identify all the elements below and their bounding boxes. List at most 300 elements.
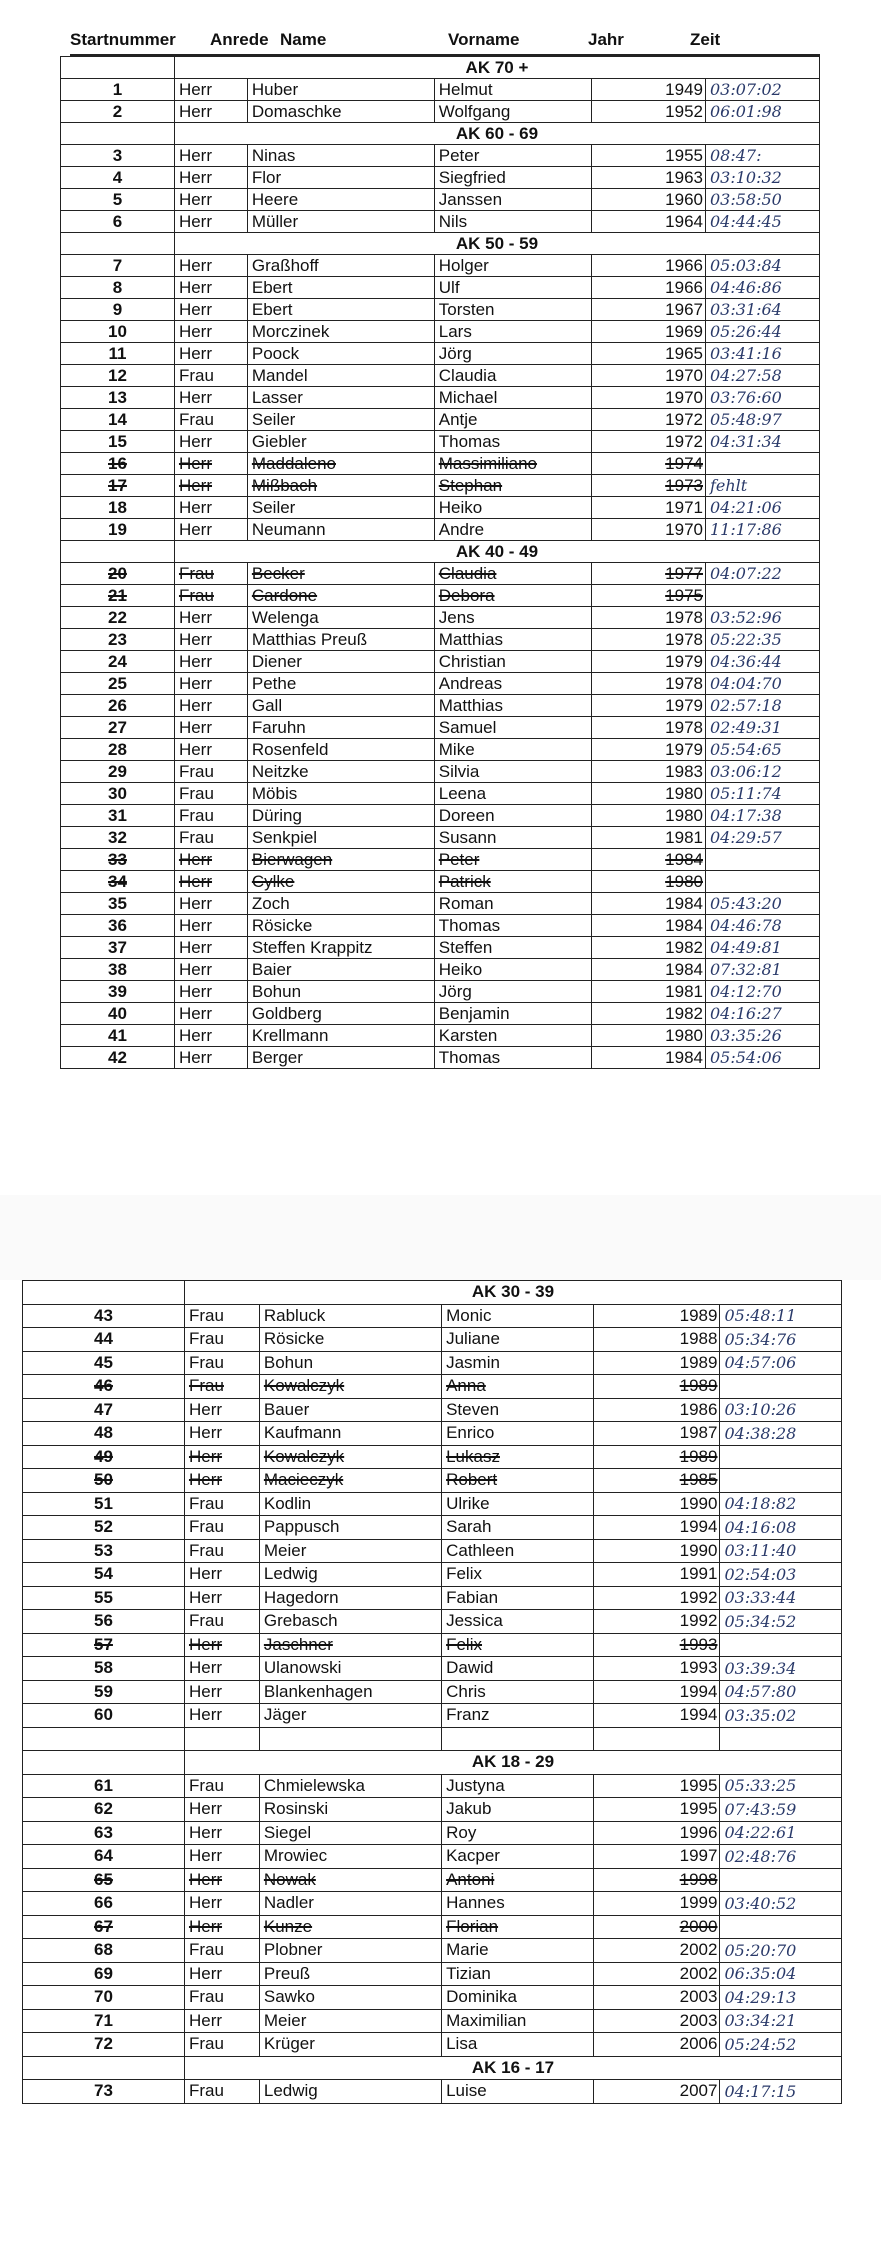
vorname-cell: Franz — [442, 1704, 594, 1728]
zeit-cell: 03:76:60 — [705, 387, 819, 409]
table-row — [61, 871, 820, 893]
startnummer-cell: 43 — [23, 1304, 185, 1328]
zeit-cell: 04:16:08 — [720, 1516, 842, 1540]
anrede-cell: Herr — [184, 1445, 259, 1469]
anrede-cell: Herr — [184, 1469, 259, 1493]
vorname-cell: Heiko — [434, 497, 591, 519]
jahr-cell: 1989 — [593, 1304, 720, 1328]
empty-cell — [593, 1727, 720, 1751]
name-cell: Neumann — [247, 519, 434, 541]
age-group-label: AK 40 - 49 — [174, 541, 819, 563]
table-row — [61, 189, 820, 211]
zeit-cell: 05:34:52 — [720, 1610, 842, 1634]
anrede-cell: Herr — [174, 519, 247, 541]
header-jahr: Jahr — [588, 30, 624, 49]
name-cell: Kowalczyk — [259, 1375, 441, 1399]
jahr-cell: 1980 — [592, 805, 706, 827]
table-row — [61, 695, 820, 717]
jahr-cell: 1986 — [593, 1398, 720, 1422]
anrede-cell: Frau — [174, 409, 247, 431]
anrede-cell: Herr — [174, 915, 247, 937]
table-row — [61, 937, 820, 959]
startnummer-cell: 32 — [61, 827, 175, 849]
vorname-cell: Stephan — [434, 475, 591, 497]
name-cell: Pethe — [247, 673, 434, 695]
zeit-cell: 03:35:26 — [705, 1025, 819, 1047]
vorname-cell: Mike — [434, 739, 591, 761]
startnummer-cell: 33 — [61, 849, 175, 871]
name-cell: Ninas — [247, 145, 434, 167]
jahr-cell: 1989 — [593, 1351, 720, 1375]
vorname-cell: Marie — [442, 1939, 594, 1963]
jahr-cell: 2002 — [593, 1939, 720, 1963]
zeit-cell: 03:31:64 — [705, 299, 819, 321]
jahr-cell: 2006 — [593, 2033, 720, 2057]
name-cell: Mandel — [247, 365, 434, 387]
table-row — [23, 1304, 842, 1328]
vorname-cell: Jasmin — [442, 1351, 594, 1375]
vorname-cell: Susann — [434, 827, 591, 849]
startnummer-cell: 47 — [23, 1398, 185, 1422]
startnummer-cell: 30 — [61, 783, 175, 805]
startnummer-cell: 56 — [23, 1610, 185, 1634]
name-cell: Meier — [259, 1539, 441, 1563]
table-row — [23, 1892, 842, 1916]
table-row — [61, 299, 820, 321]
header-startnummer: Startnummer — [70, 30, 176, 49]
zeit-cell: 04:46:78 — [705, 915, 819, 937]
vorname-cell: Siegfried — [434, 167, 591, 189]
jahr-cell: 2000 — [593, 1915, 720, 1939]
name-cell: Hagedorn — [259, 1586, 441, 1610]
name-cell: Becker — [247, 563, 434, 585]
anrede-cell: Herr — [184, 1798, 259, 1822]
table-row — [23, 1516, 842, 1540]
startnummer-cell: 52 — [23, 1516, 185, 1540]
anrede-cell: Herr — [174, 937, 247, 959]
table-row — [61, 343, 820, 365]
zeit-cell: 02:57:18 — [705, 695, 819, 717]
table-row — [23, 1610, 842, 1634]
vorname-cell: Massimiliano — [434, 453, 591, 475]
zeit-cell: 02:48:76 — [720, 1845, 842, 1869]
zeit-cell: 07:43:59 — [720, 1798, 842, 1822]
startnummer-cell: 19 — [61, 519, 175, 541]
name-cell: Ebert — [247, 299, 434, 321]
table-row — [23, 1962, 842, 1986]
vorname-cell: Matthias — [434, 695, 591, 717]
anrede-cell: Herr — [184, 1704, 259, 1728]
anrede-cell: Herr — [184, 2009, 259, 2033]
jahr-cell: 2007 — [593, 2080, 720, 2104]
table-row — [23, 1774, 842, 1798]
anrede-cell: Herr — [184, 1892, 259, 1916]
vorname-cell: Tizian — [442, 1962, 594, 1986]
table-row — [61, 739, 820, 761]
startnummer-cell: 62 — [23, 1798, 185, 1822]
table-row — [61, 387, 820, 409]
table-row — [61, 629, 820, 651]
zeit-cell: 05:43:20 — [705, 893, 819, 915]
name-cell: Rosinski — [259, 1798, 441, 1822]
startnummer-cell: 41 — [61, 1025, 175, 1047]
age-group-spacer — [61, 233, 175, 255]
zeit-cell: 03:40:52 — [720, 1892, 842, 1916]
table-row — [61, 431, 820, 453]
zeit-cell: 02:49:31 — [705, 717, 819, 739]
vorname-cell: Roy — [442, 1821, 594, 1845]
jahr-cell: 1984 — [592, 893, 706, 915]
jahr-cell: 1960 — [592, 189, 706, 211]
empty-cell — [720, 1727, 842, 1751]
name-cell: Ledwig — [259, 2080, 441, 2104]
startnummer-cell: 40 — [61, 1003, 175, 1025]
zeit-cell: 04:18:82 — [720, 1492, 842, 1516]
startnummer-cell: 45 — [23, 1351, 185, 1375]
jahr-cell: 1979 — [592, 739, 706, 761]
vorname-cell: Debora — [434, 585, 591, 607]
table-row — [61, 827, 820, 849]
header-vorname: Vorname — [448, 30, 520, 49]
zeit-cell: 02:54:03 — [720, 1563, 842, 1587]
vorname-cell: Doreen — [434, 805, 591, 827]
startnummer-cell: 46 — [23, 1375, 185, 1399]
vorname-cell: Claudia — [434, 563, 591, 585]
jahr-cell: 1994 — [593, 1704, 720, 1728]
startnummer-cell: 57 — [23, 1633, 185, 1657]
startnummer-cell: 53 — [23, 1539, 185, 1563]
zeit-cell: 04:17:38 — [705, 805, 819, 827]
table-row — [23, 1633, 842, 1657]
table-row — [23, 1821, 842, 1845]
jahr-cell: 1994 — [593, 1680, 720, 1704]
startnummer-cell: 48 — [23, 1422, 185, 1446]
startnummer-cell: 38 — [61, 959, 175, 981]
table-row — [61, 915, 820, 937]
name-cell: Bohun — [247, 981, 434, 1003]
vorname-cell: Felix — [442, 1633, 594, 1657]
anrede-cell: Herr — [184, 1422, 259, 1446]
table-row — [23, 1845, 842, 1869]
anrede-cell: Frau — [174, 783, 247, 805]
name-cell: Ulanowski — [259, 1657, 441, 1681]
startnummer-cell: 1 — [61, 79, 175, 101]
jahr-cell: 1973 — [592, 475, 706, 497]
zeit-cell: 04:46:86 — [705, 277, 819, 299]
age-group-row — [61, 233, 820, 255]
jahr-cell: 1979 — [592, 695, 706, 717]
vorname-cell: Christian — [434, 651, 591, 673]
vorname-cell: Roman — [434, 893, 591, 915]
name-cell: Poock — [247, 343, 434, 365]
name-cell: Rösicke — [247, 915, 434, 937]
results-sheet-2 — [22, 1280, 842, 2104]
startnummer-cell: 58 — [23, 1657, 185, 1681]
jahr-cell: 1967 — [592, 299, 706, 321]
jahr-cell: 1992 — [593, 1610, 720, 1634]
table-row — [61, 519, 820, 541]
vorname-cell: Lisa — [442, 2033, 594, 2057]
jahr-cell: 1949 — [592, 79, 706, 101]
name-cell: Pappusch — [259, 1516, 441, 1540]
vorname-cell: Juliane — [442, 1328, 594, 1352]
anrede-cell: Herr — [174, 871, 247, 893]
table-row — [23, 1680, 842, 1704]
zeit-cell: 05:26:44 — [705, 321, 819, 343]
startnummer-cell: 51 — [23, 1492, 185, 1516]
anrede-cell: Herr — [174, 475, 247, 497]
vorname-cell: Matthias — [434, 629, 591, 651]
anrede-cell: Herr — [184, 1563, 259, 1587]
table-row — [61, 717, 820, 739]
startnummer-cell: 61 — [23, 1774, 185, 1798]
zeit-cell: 06:01:98 — [705, 101, 819, 123]
name-cell: Rabluck — [259, 1304, 441, 1328]
vorname-cell: Steffen — [434, 937, 591, 959]
zeit-cell: 03:06:12 — [705, 761, 819, 783]
age-group-row — [23, 2056, 842, 2080]
vorname-cell: Lukasz — [442, 1445, 594, 1469]
anrede-cell: Herr — [174, 321, 247, 343]
zeit-cell: 03:52:96 — [705, 607, 819, 629]
table-row — [61, 607, 820, 629]
name-cell: Kowalczyk — [259, 1445, 441, 1469]
table-row — [23, 1539, 842, 1563]
name-cell: Kunze — [259, 1915, 441, 1939]
table-row — [23, 1586, 842, 1610]
jahr-cell: 1982 — [592, 1003, 706, 1025]
startnummer-cell: 55 — [23, 1586, 185, 1610]
jahr-cell: 1963 — [592, 167, 706, 189]
anrede-cell: Frau — [184, 1939, 259, 1963]
zeit-cell: 03:41:16 — [705, 343, 819, 365]
vorname-cell: Nils — [434, 211, 591, 233]
anrede-cell: Herr — [174, 387, 247, 409]
vorname-cell: Hannes — [442, 1892, 594, 1916]
anrede-cell: Frau — [184, 1328, 259, 1352]
header-zeit: Zeit — [690, 30, 721, 49]
name-cell: Baier — [247, 959, 434, 981]
jahr-cell: 1977 — [592, 563, 706, 585]
jahr-cell: 1978 — [592, 607, 706, 629]
table-row — [61, 211, 820, 233]
startnummer-cell: 13 — [61, 387, 175, 409]
zeit-cell: 04:44:45 — [705, 211, 819, 233]
vorname-cell: Luise — [442, 2080, 594, 2104]
name-cell: Zoch — [247, 893, 434, 915]
age-group-spacer — [23, 1751, 185, 1775]
jahr-cell: 1980 — [592, 871, 706, 893]
anrede-cell: Frau — [184, 1539, 259, 1563]
anrede-cell: Herr — [184, 1821, 259, 1845]
vorname-cell: Anna — [442, 1375, 594, 1399]
startnummer-cell: 21 — [61, 585, 175, 607]
table-row — [23, 1704, 842, 1728]
anrede-cell: Herr — [174, 893, 247, 915]
vorname-cell: Chris — [442, 1680, 594, 1704]
anrede-cell: Herr — [174, 981, 247, 1003]
vorname-cell: Peter — [434, 145, 591, 167]
zeit-cell: 03:58:50 — [705, 189, 819, 211]
startnummer-cell: 11 — [61, 343, 175, 365]
age-group-spacer — [23, 1281, 185, 1305]
zeit-cell — [720, 1469, 842, 1493]
vorname-cell: Thomas — [434, 431, 591, 453]
startnummer-cell: 22 — [61, 607, 175, 629]
vorname-cell: Andreas — [434, 673, 591, 695]
name-cell: Krüger — [259, 2033, 441, 2057]
name-cell: Plobner — [259, 1939, 441, 1963]
jahr-cell: 1995 — [593, 1774, 720, 1798]
jahr-cell: 1969 — [592, 321, 706, 343]
name-cell: Seiler — [247, 497, 434, 519]
startnummer-cell: 9 — [61, 299, 175, 321]
jahr-cell: 1979 — [592, 651, 706, 673]
age-group-spacer — [61, 541, 175, 563]
anrede-cell: Herr — [184, 1680, 259, 1704]
vorname-cell: Maximilian — [442, 2009, 594, 2033]
startnummer-cell: 73 — [23, 2080, 185, 2104]
name-cell: Goldberg — [247, 1003, 434, 1025]
table-row — [61, 277, 820, 299]
age-group-label: AK 50 - 59 — [174, 233, 819, 255]
startnummer-cell: 68 — [23, 1939, 185, 1963]
age-group-label: AK 70 + — [174, 57, 819, 79]
startnummer-cell: 66 — [23, 1892, 185, 1916]
anrede-cell: Herr — [184, 1915, 259, 1939]
table-row — [23, 1492, 842, 1516]
vorname-cell: Robert — [442, 1469, 594, 1493]
age-group-row — [61, 123, 820, 145]
anrede-cell: Frau — [184, 2080, 259, 2104]
jahr-cell: 1978 — [592, 629, 706, 651]
vorname-cell: Dominika — [442, 1986, 594, 2010]
anrede-cell: Frau — [184, 1774, 259, 1798]
table-row — [23, 2080, 842, 2104]
jahr-cell: 1972 — [592, 431, 706, 453]
anrede-cell: Frau — [174, 827, 247, 849]
table-row — [23, 1798, 842, 1822]
jahr-cell: 1974 — [592, 453, 706, 475]
jahr-cell: 1987 — [593, 1422, 720, 1446]
anrede-cell: Frau — [184, 2033, 259, 2057]
anrede-cell: Herr — [174, 189, 247, 211]
vorname-cell: Monic — [442, 1304, 594, 1328]
table-row — [61, 321, 820, 343]
zeit-cell: 05:20:70 — [720, 1939, 842, 1963]
name-cell: Giebler — [247, 431, 434, 453]
name-cell: Kaufmann — [259, 1422, 441, 1446]
table-row — [23, 1422, 842, 1446]
name-cell: Cylke — [247, 871, 434, 893]
startnummer-cell: 60 — [23, 1704, 185, 1728]
anrede-cell: Herr — [174, 695, 247, 717]
startnummer-cell: 29 — [61, 761, 175, 783]
vorname-cell: Karsten — [434, 1025, 591, 1047]
name-cell: Flor — [247, 167, 434, 189]
jahr-cell: 2002 — [593, 1962, 720, 1986]
startnummer-cell: 69 — [23, 1962, 185, 1986]
anrede-cell: Herr — [184, 1657, 259, 1681]
startnummer-cell: 34 — [61, 871, 175, 893]
anrede-cell: Herr — [174, 739, 247, 761]
vorname-cell: Ulf — [434, 277, 591, 299]
startnummer-cell: 63 — [23, 1821, 185, 1845]
table-row — [61, 761, 820, 783]
startnummer-cell: 17 — [61, 475, 175, 497]
zeit-cell: 05:03:84 — [705, 255, 819, 277]
anrede-cell: Herr — [174, 299, 247, 321]
anrede-cell: Frau — [174, 805, 247, 827]
results-table-2 — [22, 1280, 842, 2104]
table-row — [61, 805, 820, 827]
zeit-cell: 05:54:65 — [705, 739, 819, 761]
zeit-cell: 03:39:34 — [720, 1657, 842, 1681]
name-cell: Kodlin — [259, 1492, 441, 1516]
vorname-cell: Thomas — [434, 915, 591, 937]
vorname-cell: Jörg — [434, 981, 591, 1003]
zeit-cell: 04:12:70 — [705, 981, 819, 1003]
anrede-cell: Herr — [174, 145, 247, 167]
name-cell: Matthias Preuß — [247, 629, 434, 651]
anrede-cell: Herr — [174, 101, 247, 123]
name-cell: Blankenhagen — [259, 1680, 441, 1704]
name-cell: Heere — [247, 189, 434, 211]
name-cell: Siegel — [259, 1821, 441, 1845]
startnummer-cell: 50 — [23, 1469, 185, 1493]
table-row — [61, 783, 820, 805]
startnummer-cell: 72 — [23, 2033, 185, 2057]
startnummer-cell: 42 — [61, 1047, 175, 1069]
name-cell: Grebasch — [259, 1610, 441, 1634]
zeit-cell — [705, 453, 819, 475]
startnummer-cell: 4 — [61, 167, 175, 189]
table-row — [61, 453, 820, 475]
jahr-cell: 1980 — [592, 1025, 706, 1047]
name-cell: Senkpiel — [247, 827, 434, 849]
startnummer-cell: 10 — [61, 321, 175, 343]
anrede-cell: Frau — [184, 1304, 259, 1328]
zeit-cell: 04:57:80 — [720, 1680, 842, 1704]
table-row — [61, 409, 820, 431]
table-row — [61, 255, 820, 277]
page-gap — [0, 1195, 881, 1280]
zeit-cell: 05:48:11 — [720, 1304, 842, 1328]
table-row — [61, 673, 820, 695]
age-group-row — [61, 57, 820, 79]
zeit-cell: 05:54:06 — [705, 1047, 819, 1069]
name-cell: Bierwagen — [247, 849, 434, 871]
zeit-cell: 04:17:15 — [720, 2080, 842, 2104]
name-cell: Rösicke — [259, 1328, 441, 1352]
age-group-spacer — [61, 123, 175, 145]
jahr-cell: 1970 — [592, 519, 706, 541]
anrede-cell: Herr — [174, 453, 247, 475]
table-row — [61, 981, 820, 1003]
name-cell: Nowak — [259, 1868, 441, 1892]
vorname-cell: Florian — [442, 1915, 594, 1939]
zeit-cell: 04:21:06 — [705, 497, 819, 519]
anrede-cell: Frau — [174, 365, 247, 387]
zeit-cell — [705, 871, 819, 893]
vorname-cell: Antje — [434, 409, 591, 431]
name-cell: Nadler — [259, 1892, 441, 1916]
jahr-cell: 1980 — [592, 783, 706, 805]
table-row — [23, 1915, 842, 1939]
jahr-cell: 1978 — [592, 673, 706, 695]
jahr-cell: 1983 — [592, 761, 706, 783]
anrede-cell: Frau — [184, 1375, 259, 1399]
